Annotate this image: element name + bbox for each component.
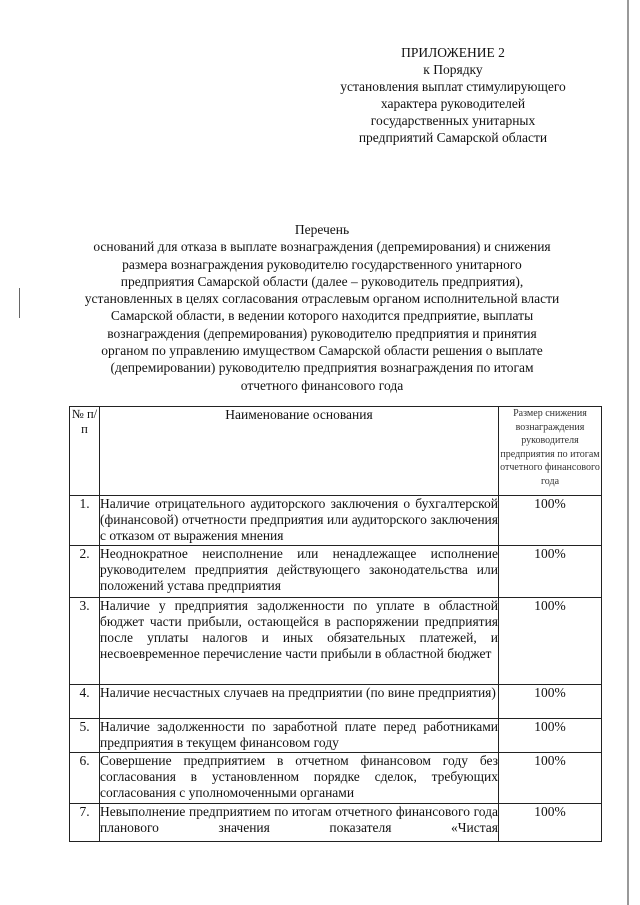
annex-line: к Порядку — [423, 62, 483, 77]
annex-line: государственных унитарных — [370, 113, 536, 128]
table-row — [70, 753, 602, 804]
row-number: 1. — [70, 496, 100, 546]
row-text: Наличие несчастных случаев на предприятии (по вине предприятия) — [100, 685, 499, 719]
table-row — [70, 719, 602, 753]
scan-margin-mark — [19, 288, 20, 318]
row-text: Неоднократное неисполнение или ненадлежащее исполнение руководителем предприятия действующего законодательства или положений устава предприятия — [100, 546, 499, 598]
row-number: 3. — [70, 598, 100, 685]
header-rate: Размер снижения вознаграждения руководителя предприятия по итогам отчетного финансового года — [499, 407, 602, 496]
row-rate: 100% — [499, 719, 602, 753]
title-line: установленных в целях согласования отраслевым органом исполнительной власти — [84, 291, 560, 307]
row-number: 5. — [70, 719, 100, 753]
scan-edge-line — [627, 0, 629, 905]
row-number: 6. — [70, 753, 100, 804]
table-row — [70, 546, 602, 598]
row-rate: 100% — [499, 598, 602, 685]
title-line: органом по управлению имуществом Самарской области решения о выплате — [101, 343, 543, 359]
row-rate: 100% — [499, 804, 602, 842]
row-rate: 100% — [499, 496, 602, 546]
annex-line: установления выплат стимулирующего — [340, 79, 566, 94]
row-rate: 100% — [499, 753, 602, 804]
table-row — [70, 804, 602, 842]
row-text: Наличие у предприятия задолженности по уплате в областной бюджет части прибыли, остающейся в распоряжении предприятия после уплаты налогов и иных обязательных платежей, и несвоевременное перечисление части прибыли в областной бюджет — [100, 598, 499, 685]
row-rate: 100% — [499, 685, 602, 719]
table-row — [70, 598, 602, 685]
title-line: вознаграждения (депремирования) руководителю предприятия и принятия — [107, 325, 537, 341]
title-line: Самарской области, в ведении которого находится предприятие, выплаты — [110, 308, 534, 324]
row-text: Совершение предприятием в отчетном финансовом году без согласования в установленном порядке сделок, требующих согласования с уполномоченными органами — [100, 753, 499, 804]
title-heading: Перечень — [294, 222, 350, 237]
title-line: оснований для отказа в выплате вознаграждения (депремирования) и снижения — [93, 239, 551, 255]
annex-line: характера руководителей — [380, 96, 526, 111]
table-header-row — [70, 407, 602, 496]
grounds-table — [69, 406, 602, 842]
row-text: Наличие отрицательного аудиторского заключения о бухгалтерской (финансовой) отчетности предприятия или аудиторского заключения с отказом от выражения мнения — [100, 496, 499, 546]
annex-line: предприятий Самарской области — [358, 130, 548, 145]
row-number: 2. — [70, 546, 100, 598]
annex-block — [322, 44, 584, 146]
header-name: Наименование основания — [100, 407, 499, 496]
title-line: размера вознаграждения руководителю государственного унитарного — [122, 256, 522, 272]
title-line: (депремировании) руководителю предприятия вознаграждения по итогам — [110, 360, 534, 376]
title-line: предприятия Самарской области (далее – руководитель предприятия), — [120, 273, 524, 289]
row-number: 7. — [70, 804, 100, 842]
row-rate: 100% — [499, 546, 602, 598]
annex-title: ПРИЛОЖЕНИЕ 2 — [401, 45, 505, 60]
row-text: Невыполнение предприятием по итогам отчетного финансового года планового значения показателя «Чистая — [100, 804, 499, 842]
header-number: № п/п — [70, 407, 100, 496]
table-row — [70, 496, 602, 546]
row-text: Наличие задолженности по заработной плате перед работниками предприятия в текущем финансовом году — [100, 719, 499, 753]
table-row — [70, 685, 602, 719]
row-number: 4. — [70, 685, 100, 719]
document-title — [58, 221, 586, 394]
title-line: отчетного финансового года — [240, 377, 404, 393]
